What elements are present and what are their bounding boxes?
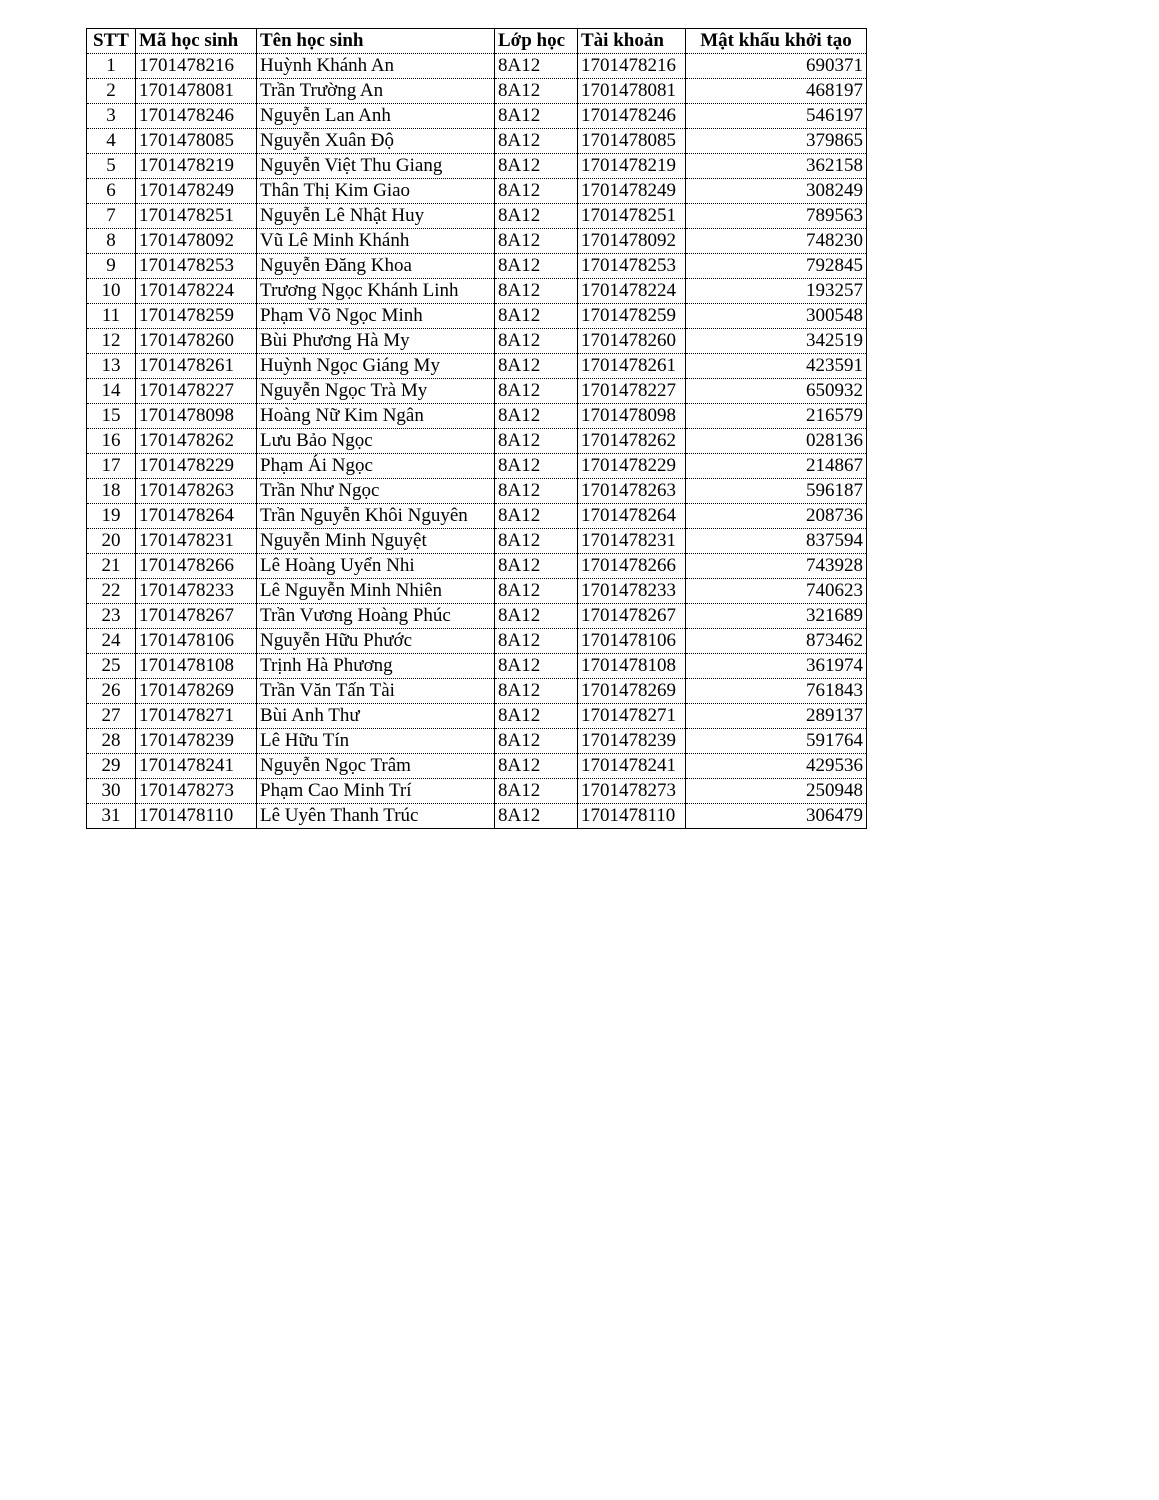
cell-student-name: Thân Thị Kim Giao <box>257 179 495 204</box>
table-row <box>87 504 867 529</box>
cell-student-id: 1701478224 <box>136 279 257 304</box>
cell-initial-password: 837594 <box>686 529 867 554</box>
table-row <box>87 729 867 754</box>
cell-student-id: 1701478263 <box>136 479 257 504</box>
table-row <box>87 154 867 179</box>
cell-student-name: Nguyễn Đăng Khoa <box>257 254 495 279</box>
cell-class: 8A12 <box>495 404 578 429</box>
cell-student-id: 1701478233 <box>136 579 257 604</box>
cell-student-name: Trương Ngọc Khánh Linh <box>257 279 495 304</box>
cell-initial-password: 361974 <box>686 654 867 679</box>
cell-stt: 19 <box>87 504 136 529</box>
cell-initial-password: 300548 <box>686 304 867 329</box>
cell-initial-password: 342519 <box>686 329 867 354</box>
cell-initial-password: 873462 <box>686 629 867 654</box>
table-row <box>87 604 867 629</box>
cell-account: 1701478092 <box>578 229 686 254</box>
cell-account: 1701478253 <box>578 254 686 279</box>
cell-student-id: 1701478267 <box>136 604 257 629</box>
student-accounts-table <box>86 28 867 829</box>
cell-student-name: Phạm Võ Ngọc Minh <box>257 304 495 329</box>
cell-stt: 7 <box>87 204 136 229</box>
table-row <box>87 354 867 379</box>
table-row <box>87 279 867 304</box>
cell-student-id: 1701478264 <box>136 504 257 529</box>
header-student-id: Mã học sinh <box>136 29 257 54</box>
table-row <box>87 754 867 779</box>
cell-student-name: Nguyễn Xuân Độ <box>257 129 495 154</box>
cell-stt: 11 <box>87 304 136 329</box>
cell-student-name: Vũ Lê Minh Khánh <box>257 229 495 254</box>
cell-stt: 15 <box>87 404 136 429</box>
cell-stt: 17 <box>87 454 136 479</box>
cell-student-name: Trần Như Ngọc <box>257 479 495 504</box>
cell-initial-password: 748230 <box>686 229 867 254</box>
cell-student-name: Trần Trường An <box>257 79 495 104</box>
table-row <box>87 254 867 279</box>
cell-stt: 10 <box>87 279 136 304</box>
cell-stt: 4 <box>87 129 136 154</box>
table-row <box>87 529 867 554</box>
cell-stt: 9 <box>87 254 136 279</box>
cell-initial-password: 789563 <box>686 204 867 229</box>
cell-stt: 22 <box>87 579 136 604</box>
cell-stt: 31 <box>87 804 136 829</box>
cell-class: 8A12 <box>495 554 578 579</box>
cell-initial-password: 289137 <box>686 704 867 729</box>
cell-account: 1701478106 <box>578 629 686 654</box>
cell-account: 1701478081 <box>578 79 686 104</box>
cell-student-name: Nguyễn Ngọc Trâm <box>257 754 495 779</box>
cell-initial-password: 306479 <box>686 804 867 829</box>
cell-class: 8A12 <box>495 479 578 504</box>
table-row <box>87 129 867 154</box>
cell-student-id: 1701478219 <box>136 154 257 179</box>
cell-account: 1701478110 <box>578 804 686 829</box>
cell-student-id: 1701478216 <box>136 54 257 79</box>
cell-account: 1701478273 <box>578 779 686 804</box>
cell-class: 8A12 <box>495 54 578 79</box>
cell-stt: 12 <box>87 329 136 354</box>
cell-class: 8A12 <box>495 179 578 204</box>
cell-account: 1701478216 <box>578 54 686 79</box>
cell-student-id: 1701478231 <box>136 529 257 554</box>
cell-student-id: 1701478092 <box>136 229 257 254</box>
cell-account: 1701478260 <box>578 329 686 354</box>
cell-account: 1701478219 <box>578 154 686 179</box>
cell-student-id: 1701478229 <box>136 454 257 479</box>
table-row <box>87 404 867 429</box>
cell-account: 1701478231 <box>578 529 686 554</box>
cell-initial-password: 650932 <box>686 379 867 404</box>
cell-initial-password: 308249 <box>686 179 867 204</box>
cell-stt: 21 <box>87 554 136 579</box>
table-row <box>87 379 867 404</box>
cell-account: 1701478263 <box>578 479 686 504</box>
cell-student-id: 1701478261 <box>136 354 257 379</box>
cell-class: 8A12 <box>495 804 578 829</box>
cell-initial-password: 193257 <box>686 279 867 304</box>
cell-student-id: 1701478262 <box>136 429 257 454</box>
table-body <box>87 54 867 829</box>
cell-stt: 13 <box>87 354 136 379</box>
cell-student-id: 1701478098 <box>136 404 257 429</box>
cell-student-id: 1701478108 <box>136 654 257 679</box>
table-row <box>87 304 867 329</box>
cell-initial-password: 214867 <box>686 454 867 479</box>
cell-class: 8A12 <box>495 204 578 229</box>
cell-student-name: Nguyễn Hữu Phước <box>257 629 495 654</box>
cell-initial-password: 250948 <box>686 779 867 804</box>
cell-class: 8A12 <box>495 279 578 304</box>
cell-account: 1701478251 <box>578 204 686 229</box>
cell-student-id: 1701478227 <box>136 379 257 404</box>
cell-account: 1701478261 <box>578 354 686 379</box>
cell-class: 8A12 <box>495 729 578 754</box>
cell-class: 8A12 <box>495 254 578 279</box>
cell-class: 8A12 <box>495 129 578 154</box>
cell-student-name: Hoàng Nữ Kim Ngân <box>257 404 495 429</box>
cell-account: 1701478267 <box>578 604 686 629</box>
cell-student-id: 1701478110 <box>136 804 257 829</box>
cell-student-name: Nguyễn Ngọc Trà My <box>257 379 495 404</box>
cell-class: 8A12 <box>495 304 578 329</box>
cell-initial-password: 321689 <box>686 604 867 629</box>
cell-student-name: Huỳnh Ngọc Giáng My <box>257 354 495 379</box>
table-row <box>87 629 867 654</box>
cell-stt: 30 <box>87 779 136 804</box>
cell-student-name: Phạm Ái Ngọc <box>257 454 495 479</box>
table-header-row <box>87 29 867 54</box>
cell-class: 8A12 <box>495 379 578 404</box>
cell-initial-password: 690371 <box>686 54 867 79</box>
cell-student-id: 1701478085 <box>136 129 257 154</box>
cell-student-id: 1701478241 <box>136 754 257 779</box>
cell-class: 8A12 <box>495 629 578 654</box>
cell-stt: 20 <box>87 529 136 554</box>
cell-student-name: Lê Hữu Tín <box>257 729 495 754</box>
cell-class: 8A12 <box>495 529 578 554</box>
cell-student-name: Lưu Bảo Ngọc <box>257 429 495 454</box>
cell-initial-password: 429536 <box>686 754 867 779</box>
cell-account: 1701478233 <box>578 579 686 604</box>
table-row <box>87 654 867 679</box>
cell-account: 1701478229 <box>578 454 686 479</box>
cell-account: 1701478271 <box>578 704 686 729</box>
cell-initial-password: 208736 <box>686 504 867 529</box>
table-row <box>87 54 867 79</box>
cell-stt: 6 <box>87 179 136 204</box>
cell-account: 1701478227 <box>578 379 686 404</box>
cell-account: 1701478269 <box>578 679 686 704</box>
header-class: Lớp học <box>495 29 578 54</box>
cell-account: 1701478085 <box>578 129 686 154</box>
cell-student-name: Nguyễn Minh Nguyệt <box>257 529 495 554</box>
table-row <box>87 579 867 604</box>
cell-student-name: Bùi Phương Hà My <box>257 329 495 354</box>
cell-student-id: 1701478273 <box>136 779 257 804</box>
cell-student-id: 1701478253 <box>136 254 257 279</box>
cell-stt: 25 <box>87 654 136 679</box>
cell-account: 1701478108 <box>578 654 686 679</box>
table-row <box>87 179 867 204</box>
cell-student-id: 1701478251 <box>136 204 257 229</box>
cell-class: 8A12 <box>495 104 578 129</box>
cell-class: 8A12 <box>495 229 578 254</box>
cell-initial-password: 596187 <box>686 479 867 504</box>
cell-initial-password: 216579 <box>686 404 867 429</box>
cell-initial-password: 362158 <box>686 154 867 179</box>
cell-student-name: Trần Nguyễn Khôi Nguyên <box>257 504 495 529</box>
table-row <box>87 204 867 229</box>
cell-student-id: 1701478271 <box>136 704 257 729</box>
header-stt: STT <box>87 29 136 54</box>
cell-account: 1701478262 <box>578 429 686 454</box>
cell-initial-password: 761843 <box>686 679 867 704</box>
cell-student-name: Bùi Anh Thư <box>257 704 495 729</box>
table-row <box>87 804 867 829</box>
cell-stt: 29 <box>87 754 136 779</box>
cell-initial-password: 743928 <box>686 554 867 579</box>
cell-student-id: 1701478106 <box>136 629 257 654</box>
cell-class: 8A12 <box>495 504 578 529</box>
cell-class: 8A12 <box>495 604 578 629</box>
cell-class: 8A12 <box>495 754 578 779</box>
cell-stt: 26 <box>87 679 136 704</box>
header-initial-password: Mật khẩu khởi tạo <box>686 29 867 54</box>
cell-class: 8A12 <box>495 154 578 179</box>
cell-account: 1701478259 <box>578 304 686 329</box>
cell-student-id: 1701478260 <box>136 329 257 354</box>
cell-student-name: Trần Vương Hoàng Phúc <box>257 604 495 629</box>
cell-student-id: 1701478259 <box>136 304 257 329</box>
cell-class: 8A12 <box>495 779 578 804</box>
cell-stt: 5 <box>87 154 136 179</box>
cell-account: 1701478224 <box>578 279 686 304</box>
table-row <box>87 229 867 254</box>
cell-class: 8A12 <box>495 654 578 679</box>
cell-student-name: Lê Hoàng Uyển Nhi <box>257 554 495 579</box>
cell-stt: 23 <box>87 604 136 629</box>
cell-class: 8A12 <box>495 704 578 729</box>
cell-class: 8A12 <box>495 429 578 454</box>
cell-student-name: Phạm Cao Minh Trí <box>257 779 495 804</box>
table-row <box>87 779 867 804</box>
cell-student-id: 1701478239 <box>136 729 257 754</box>
cell-student-id: 1701478246 <box>136 104 257 129</box>
cell-stt: 28 <box>87 729 136 754</box>
cell-class: 8A12 <box>495 679 578 704</box>
cell-stt: 24 <box>87 629 136 654</box>
table-row <box>87 479 867 504</box>
cell-class: 8A12 <box>495 579 578 604</box>
cell-class: 8A12 <box>495 454 578 479</box>
cell-initial-password: 740623 <box>686 579 867 604</box>
table-row <box>87 429 867 454</box>
cell-stt: 3 <box>87 104 136 129</box>
cell-class: 8A12 <box>495 354 578 379</box>
cell-student-id: 1701478249 <box>136 179 257 204</box>
cell-class: 8A12 <box>495 79 578 104</box>
table-row <box>87 104 867 129</box>
cell-initial-password: 379865 <box>686 129 867 154</box>
cell-account: 1701478249 <box>578 179 686 204</box>
header-account: Tài khoản <box>578 29 686 54</box>
cell-account: 1701478239 <box>578 729 686 754</box>
cell-account: 1701478264 <box>578 504 686 529</box>
table-row <box>87 704 867 729</box>
cell-stt: 18 <box>87 479 136 504</box>
cell-stt: 8 <box>87 229 136 254</box>
cell-initial-password: 028136 <box>686 429 867 454</box>
cell-student-name: Trịnh Hà Phương <box>257 654 495 679</box>
cell-student-name: Nguyễn Việt Thu Giang <box>257 154 495 179</box>
cell-stt: 14 <box>87 379 136 404</box>
header-student-name: Tên học sinh <box>257 29 495 54</box>
cell-student-id: 1701478269 <box>136 679 257 704</box>
cell-account: 1701478241 <box>578 754 686 779</box>
table-row <box>87 454 867 479</box>
table-row <box>87 329 867 354</box>
table-row <box>87 554 867 579</box>
cell-initial-password: 546197 <box>686 104 867 129</box>
cell-account: 1701478098 <box>578 404 686 429</box>
cell-student-name: Nguyễn Lan Anh <box>257 104 495 129</box>
cell-initial-password: 423591 <box>686 354 867 379</box>
cell-student-id: 1701478266 <box>136 554 257 579</box>
cell-initial-password: 792845 <box>686 254 867 279</box>
cell-stt: 1 <box>87 54 136 79</box>
cell-account: 1701478246 <box>578 104 686 129</box>
cell-initial-password: 468197 <box>686 79 867 104</box>
table-row <box>87 79 867 104</box>
cell-student-name: Huỳnh Khánh An <box>257 54 495 79</box>
cell-student-name: Lê Uyên Thanh Trúc <box>257 804 495 829</box>
cell-student-name: Lê Nguyễn Minh Nhiên <box>257 579 495 604</box>
table-row <box>87 679 867 704</box>
cell-initial-password: 591764 <box>686 729 867 754</box>
cell-class: 8A12 <box>495 329 578 354</box>
cell-account: 1701478266 <box>578 554 686 579</box>
cell-stt: 16 <box>87 429 136 454</box>
cell-stt: 2 <box>87 79 136 104</box>
cell-student-name: Nguyễn Lê Nhật Huy <box>257 204 495 229</box>
cell-student-name: Trần Văn Tấn Tài <box>257 679 495 704</box>
cell-stt: 27 <box>87 704 136 729</box>
cell-student-id: 1701478081 <box>136 79 257 104</box>
